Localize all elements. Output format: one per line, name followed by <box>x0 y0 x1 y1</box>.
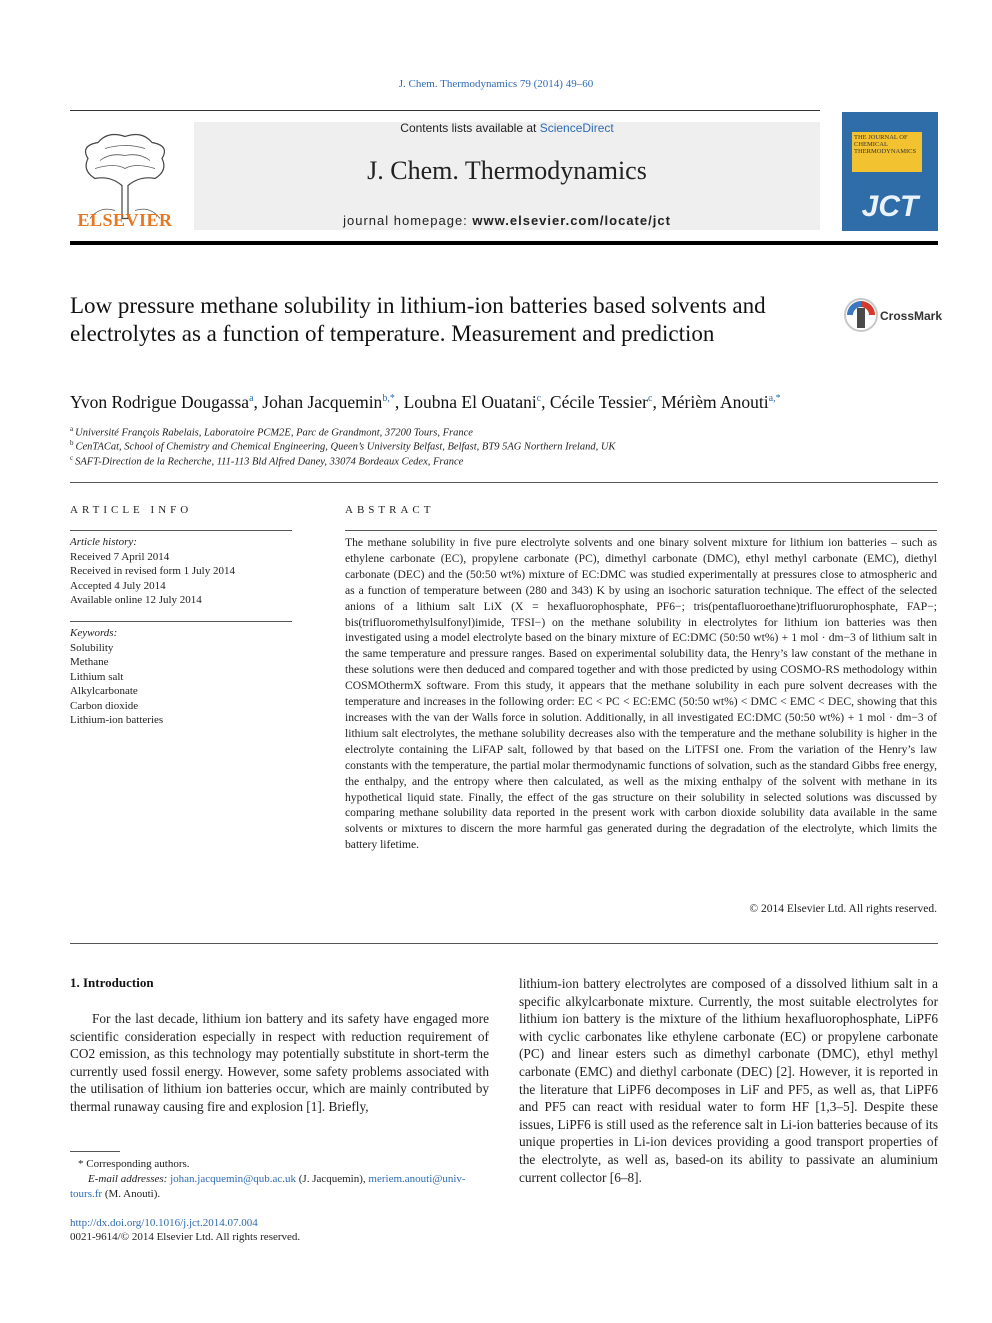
author-name: Cécile Tessier <box>549 392 648 412</box>
abstract-heading: ABSTRACT <box>345 504 435 516</box>
author-sup[interactable]: c <box>536 393 542 405</box>
sciencedirect-link[interactable]: ScienceDirect <box>539 121 614 135</box>
cover-abbrev: JCT <box>861 190 919 223</box>
keyword: Lithium-ion batteries <box>70 714 164 726</box>
keywords-rule <box>70 621 292 622</box>
author-sup[interactable]: b,* <box>382 393 395 405</box>
author-name: Johan Jacquemin <box>262 392 383 412</box>
affiliation <box>70 439 615 453</box>
article-info-heading: ARTICLE INFO <box>70 504 193 516</box>
keyword: Methane <box>70 656 109 668</box>
keyword: Lithium salt <box>70 670 124 683</box>
contents-line <box>194 121 820 135</box>
doi-link[interactable]: http://dx.doi.org/10.1016/j.jct.2014.07.004 <box>70 1217 258 1229</box>
article-title: Low pressure methane solubility in lithium-ion batteries based solvents and electrolytes as a function of temperature. Measurement and prediction <box>70 293 766 346</box>
header-rule <box>70 110 820 111</box>
email-link[interactable]: johan.jacquemin@qub.ac.uk <box>170 1173 296 1185</box>
elsevier-logo-text: ELSEVIER <box>77 210 173 230</box>
history-item: Accepted 4 July 2014 <box>70 579 166 592</box>
affiliation-text: CenTACat, School of Chemistry and Chemical Engineering, Queen’s University Belfast, Belfast, BT9 5AG Northern Ireland, UK <box>75 441 616 453</box>
article-info-rule <box>70 530 292 531</box>
author-name: Mérièm Anouti <box>661 392 769 412</box>
author-sup[interactable]: a <box>249 393 254 405</box>
introduction-heading: 1. Introduction <box>70 975 154 990</box>
affiliation-text: Université François Rabelais, Laboratoire PCM2E, Parc de Grandmont, 37200 Tours, France <box>75 427 473 439</box>
keywords-label: Keywords: <box>70 627 118 639</box>
corresponding-note: * Corresponding authors. <box>78 1158 190 1170</box>
affiliation-sup: c <box>70 454 74 462</box>
keyword: Alkylcarbonate <box>70 685 138 697</box>
author-name: Yvon Rodrigue Dougassa <box>70 392 250 412</box>
author-name: Loubna El Ouatani <box>403 392 537 412</box>
abstract-copyright: © 2014 Elsevier Ltd. All rights reserved. <box>749 903 937 915</box>
email-owner: (M. Anouti). <box>102 1188 161 1200</box>
affiliation <box>70 425 473 439</box>
abstract-rule <box>345 530 937 531</box>
email-label: E-mail addresses: <box>88 1173 171 1185</box>
keywords <box>70 626 292 728</box>
cover-title: THE JOURNAL OF CHEMICAL THERMODYNAMICS <box>854 134 917 155</box>
crossmark-label[interactable]: CrossMark <box>880 309 943 323</box>
issn-line: 0021-9614/© 2014 Elsevier Ltd. All rights reserved. <box>70 1231 301 1243</box>
affiliation-sup: b <box>70 439 74 447</box>
journal-name: J. Chem. Thermodynamics <box>367 156 647 185</box>
email-owner: (J. Jacquemin), <box>296 1173 369 1185</box>
affiliation <box>70 454 463 468</box>
history-label: Article history: <box>70 536 137 548</box>
abstract-text: The methane solubility in five pure electrolyte solvents and one binary solvent mixture for lithium ion batteries – such as ethylene carbonate (EC), propylene carbonate (PC), dimethyl carbonate (DMC), ethyl methyl carbonate (EMC), diethyl carbonate (DEC) and the (50:50 wt%) mixture of EC:DMC was studied experimentally at pressures close to atmospheric and as a function of temperature between (280 and 343) K by using an isochoric saturation technique. The effect of the selected anions of a lithium salt LiX (X = hexafluorophosphate, PF6−; tris(pentafluoroethane)trifluorurophosphate, FAP−; bis(trifluoromethylsulfonyl)imide, TFSI−) on the methane solubility in electrolytes for lithium ion batteries was then investigated using a model electrolyte based on the binary mixture of EC:DMC (50:50 wt%) + 1 mol · dm−3 of lithium salt in the same temperature and pressure ranges. Based on experimental solubility data, the Henry’s law constant of the methane in these solutions were then deduced and compared together and with those predicted by using COSMO-RS methodology within COSMOthermX software. From this study, it appears that the methane solubility in each pure solvent decreases with the temperature and increases in the following order: EC < PC < EC:EMC (50:50 wt%) < DMC < EMC < DEC, showing that this increases with the van der Walls force in solution. Additionally, in all investigated EC:DMC (50:50 wt%) + 1 mol · dm−3 of lithium salt electrolytes, the methane solubility decreases also with the temperature and the methane solubility is higher in the electrolyte containing the LiFAP salt, followed by that based on the LiTFSI one. From the variation of the Henry’s law constants with the temperature, the partial molar thermodynamic functions of solvation, such as the standard Gibbs free energy, the enthalpy, and the entropy where then calculated, as well as the mixing enthalpy of the solvent with methane in its hypothetical liquid state. Finally, the effect of the gas structure on their solubility in selected solutions was discussed by comparing methane solubility data reported in the present work with carbon dioxide solubility data available in the same solvents or mixtures to discern the more harmful gas generated during the degradation of the electrolyte, which limits the battery lifetime. <box>345 536 937 852</box>
history-item: Received 7 April 2014 <box>70 550 170 563</box>
email-link[interactable]: meriem.anouti@univ-tours.fr <box>70 1173 466 1200</box>
keyword: Carbon dioxide <box>70 699 139 712</box>
author-sup[interactable]: c <box>648 393 653 405</box>
journal-citation[interactable]: J. Chem. Thermodynamics 79 (2014) 49–60 <box>398 78 594 90</box>
history-item: Available online 12 July 2014 <box>70 594 202 606</box>
footnote-rule <box>70 1151 120 1152</box>
crossmark-icon[interactable] <box>843 297 879 333</box>
journal-homepage <box>194 213 820 228</box>
contents-prefix: Contents lists available at <box>400 121 540 135</box>
email-note <box>70 1172 489 1202</box>
journal-cover[interactable] <box>842 112 938 231</box>
abstract-bottom-rule <box>70 943 938 944</box>
affiliation-text: SAFT-Direction de la Recherche, 111-113 Bld Alfred Daney, 33074 Bordeaux Cedex, France <box>75 456 464 468</box>
affiliation-sup: a <box>70 425 74 433</box>
introduction-right-column: lithium-ion battery electrolytes are composed of a dissolved lithium salt in a specific alkylcarbonate mixture. Currently, the most suitable electrolytes for lithium ion battery is the mixture of the lithium hexafluorophosphate, LiPF6 with cyclic carbonates like ethylene carbonate (EC) or propylene carbonate (PC) and linear esters such as dimethyl carbonate (DMC), ethyl methyl carbonate (EMC) and diethyl carbonate (DEC) [2]. However, it is reported in the literature that LiPF6 decomposes in LiF and PF5, as well as, that LiPF6 and PF5 can react with residual water to form HF [1,3–5]. Despite these issues, LiPF6 is still used as the reference salt in Li-ion batteries because of its unique properties in Li-ion devices providing a good transport properties of the electrolyte, as well as, based-on its ability to passivate an aluminium current collector [6–8]. <box>519 976 938 1185</box>
author-list: Yvon Rodrigue Dougassa$^a$, Johan Jacquemin$^{b,*}$, Loubna El Ouatani$^c$, Cécile Tessier$^c$, Mérièm Anouti$^{a,*}$ <box>70 392 781 412</box>
keyword: Solubility <box>70 641 114 654</box>
history-item: Received in revised form 1 July 2014 <box>70 565 235 577</box>
introduction-left-column: For the last decade, lithium ion battery and its safety have engaged more scientific consideration especially in respect with reduction requirement of CO2 emission, as this technology may potentially substitute in short-term the currently used fossil energy. However, some safety problems associated with the utilisation of lithium ion batteries occur, which are mainly contributed by thermal runaway causing fire and explosion [1]. Briefly, <box>70 1011 489 1114</box>
author-sup[interactable]: a,* <box>768 393 781 405</box>
homepage-url[interactable]: www.elsevier.com/locate/jct <box>472 213 671 228</box>
affiliation-rule <box>70 482 938 483</box>
header-thick-rule <box>70 241 938 245</box>
homepage-prefix: journal homepage: <box>343 213 473 228</box>
article-history <box>70 535 292 608</box>
